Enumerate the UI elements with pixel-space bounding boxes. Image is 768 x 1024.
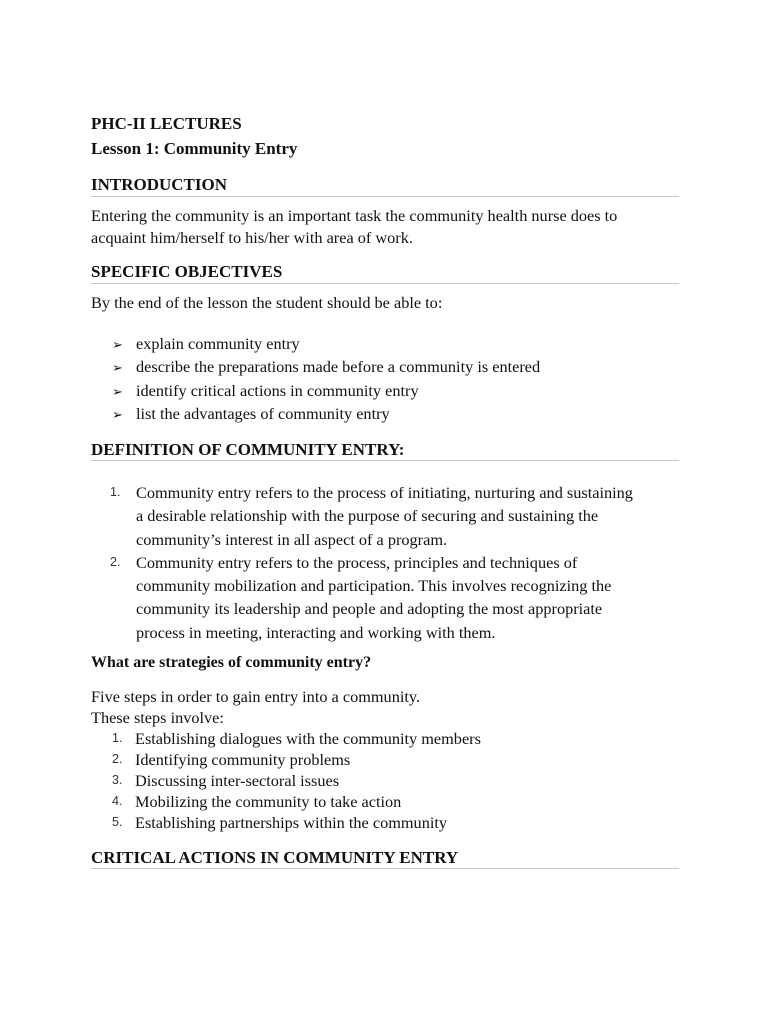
list-item xyxy=(110,551,685,644)
list-number: 3. xyxy=(112,773,123,787)
list-item xyxy=(110,481,685,551)
arrow-bullet-icon: ➢ xyxy=(112,384,123,400)
list-item-text: identify critical actions in community entry xyxy=(136,380,419,400)
introduction-paragraph xyxy=(91,205,681,249)
objectives-lead: By the end of the lesson the student should be able to: xyxy=(91,293,443,312)
paragraph-line: Entering the community is an important task the community health nurse does to xyxy=(91,206,618,225)
list-item-text: Establishing dialogues with the community members xyxy=(135,729,481,748)
list-item xyxy=(112,770,481,791)
list-item-text: Mobilizing the community to take action xyxy=(135,792,402,811)
list-item xyxy=(112,749,481,770)
list-item xyxy=(112,355,540,378)
list-item-line: Community entry refers to the process of initiating, nurturing and sustaining xyxy=(136,483,633,502)
list-number: 1. xyxy=(110,485,121,499)
arrow-bullet-icon: ➢ xyxy=(112,338,123,353)
list-item-line: community mobilization and participation. This involves recognizing the xyxy=(136,576,612,596)
definition-heading: DEFINITION OF COMMUNITY ENTRY: xyxy=(91,440,405,459)
list-item xyxy=(112,812,481,833)
list-item xyxy=(112,728,481,749)
section-divider xyxy=(91,283,679,284)
list-item-line: community its leadership and people and adopting the most appropriate xyxy=(136,599,603,619)
section-divider xyxy=(91,196,679,197)
strategies-lead xyxy=(91,686,681,728)
paragraph-line: acquaint him/herself to his/her with area of work. xyxy=(91,228,413,247)
list-item-text: Identifying community problems xyxy=(135,750,351,769)
strategies-steps-list xyxy=(112,728,481,833)
objectives-heading: SPECIFIC OBJECTIVES xyxy=(91,262,283,281)
list-item xyxy=(112,332,540,355)
course-title: PHC-II LECTURES xyxy=(91,114,242,133)
strategies-question: What are strategies of community entry? xyxy=(91,654,372,671)
list-item xyxy=(112,379,540,402)
list-item-text: describe the preparations made before a community is entered xyxy=(136,357,541,377)
paragraph-line: Five steps in order to gain entry into a community. xyxy=(91,687,421,706)
list-item-line: community’s interest in all aspect of a program. xyxy=(136,529,448,549)
paragraph-line: These steps involve: xyxy=(91,708,224,727)
list-number: 2. xyxy=(112,752,123,766)
list-item-text: explain community entry xyxy=(136,334,300,353)
section-divider xyxy=(91,868,679,869)
list-number: 2. xyxy=(110,554,121,569)
lesson-title: Lesson 1: Community Entry xyxy=(91,139,298,158)
list-number: 1. xyxy=(112,731,123,745)
objectives-list xyxy=(112,332,540,425)
list-item-text: list the advantages of community entry xyxy=(136,403,390,423)
definition-list xyxy=(110,481,685,644)
list-item xyxy=(112,791,481,812)
list-number: 5. xyxy=(112,815,123,829)
critical-actions-heading: CRITICAL ACTIONS IN COMMUNITY ENTRY xyxy=(91,848,459,867)
list-item-line: process in meeting, interacting and working with them. xyxy=(136,622,496,642)
arrow-bullet-icon: ➢ xyxy=(112,361,123,377)
introduction-heading: INTRODUCTION xyxy=(91,175,228,194)
section-divider xyxy=(91,460,679,461)
list-item-text: Establishing partnerships within the community xyxy=(135,813,448,832)
list-item-line: Community entry refers to the process, principles and techniques of xyxy=(136,552,578,572)
arrow-bullet-icon: ➢ xyxy=(112,407,123,423)
list-number: 4. xyxy=(112,794,123,808)
list-item-text: Discussing inter-sectoral issues xyxy=(135,771,340,790)
list-item-line: a desirable relationship with the purpose of securing and sustaining the xyxy=(136,506,599,526)
list-item xyxy=(112,402,540,425)
